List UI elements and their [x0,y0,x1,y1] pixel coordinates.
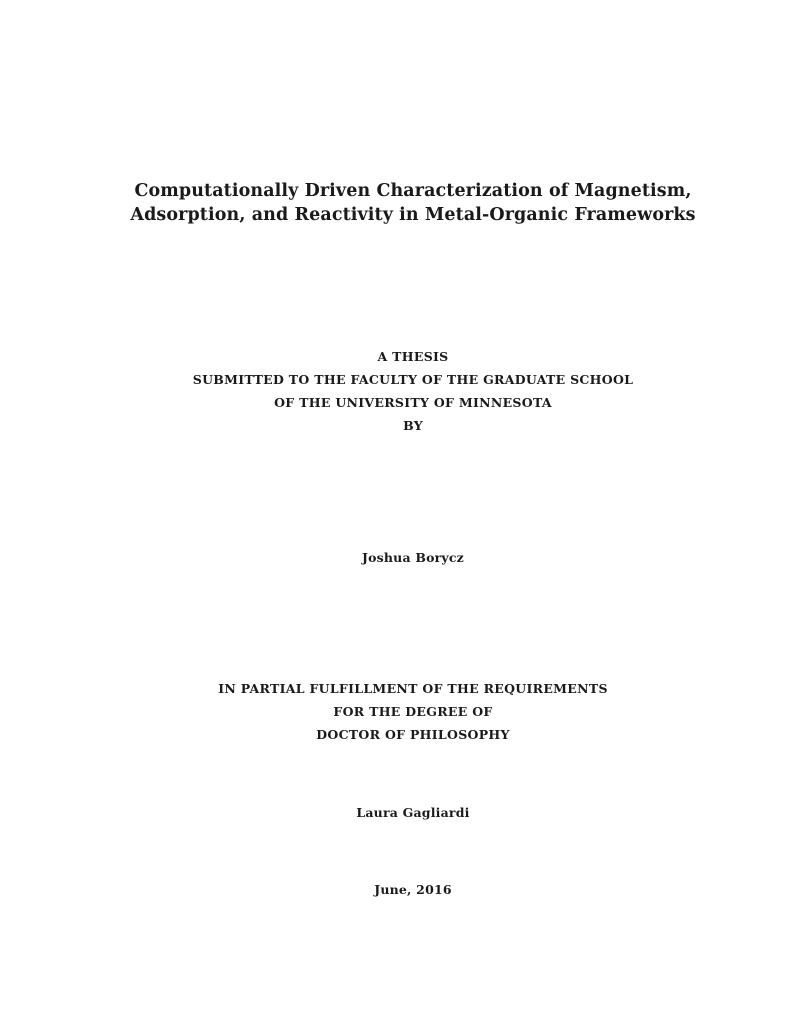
requirements-line-1: IN PARTIAL FULFILLMENT OF THE REQUIREMENTS [218,681,608,696]
requirements-line-2: FOR THE DEGREE OF [333,704,493,719]
thesis-title-line-1: Computationally Driven Characterization of Magnetism, [134,181,692,201]
degree-name: DOCTOR OF PHILOSOPHY [316,727,510,742]
author-name: Joshua Borycz [362,550,464,565]
thesis-title-line-2: Adsorption, and Reactivity in Metal-Organic Frameworks [130,205,696,225]
advisor-name: Laura Gagliardi [356,805,470,820]
submission-statement-line-2: OF THE UNIVERSITY OF MINNESOTA [274,395,552,410]
submission-statement-line-1: SUBMITTED TO THE FACULTY OF THE GRADUATE SCHOOL [192,372,634,387]
document-type: A THESIS [377,349,449,364]
submission-by: BY [403,418,423,433]
submission-date: June, 2016 [374,882,452,897]
